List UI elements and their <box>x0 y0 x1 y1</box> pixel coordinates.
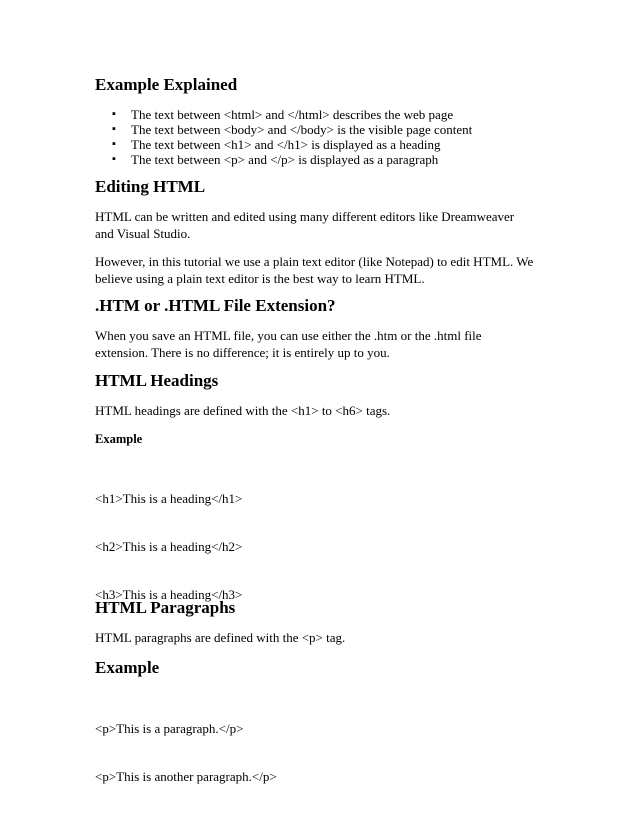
file-extension-paragraph: When you save an HTML file, you can use either the .htm or the .html file extension. There is no difference; it is entirely up to you. <box>95 328 482 360</box>
heading-html-paragraphs: HTML Paragraphs <box>95 598 236 617</box>
code-line: <h2>This is a heading</h2> <box>95 539 243 554</box>
list-item: ▪ The text between <html> and </html> describes the web page <box>95 107 472 122</box>
code-line: <p>This is a paragraph.</p> <box>95 721 244 736</box>
list-item: ▪ The text between <h1> and </h1> is displayed as a heading <box>95 137 472 152</box>
editing-html-paragraph-2: However, in this tutorial we use a plain text editor (like Notepad) to edit HTML. We believe using a plain text editor is the best way to learn HTML. <box>95 254 534 286</box>
list-item: ▪ The text between <body> and </body> is the visible page content <box>95 122 472 137</box>
heading-example: Example <box>95 658 160 677</box>
heading-file-extension: .HTM or .HTML File Extension? <box>95 296 336 315</box>
editing-html-paragraph-1: HTML can be written and edited using many different editors like Dreamweaver and Visual Studio. <box>95 209 515 241</box>
heading-html-headings: HTML Headings <box>95 371 219 390</box>
code-line: <h1>This is a heading</h1> <box>95 491 243 506</box>
code-line: <h3>This is a heading</h3> <box>95 587 243 602</box>
example-explained-list <box>95 107 472 167</box>
code-line: <p>This is another paragraph.</p> <box>95 769 277 784</box>
paragraph-code-block <box>95 689 277 817</box>
html-paragraphs-paragraph: HTML paragraphs are defined with the <p> tag. <box>95 630 346 645</box>
heading-editing-html: Editing HTML <box>95 177 206 196</box>
heading-example-explained: Example Explained <box>95 75 238 94</box>
html-headings-paragraph: HTML headings are defined with the <h1> to <h6> tags. <box>95 403 391 418</box>
example-label: Example <box>95 432 143 446</box>
list-item: ▪ The text between <p> and </p> is displayed as a paragraph <box>95 152 472 167</box>
